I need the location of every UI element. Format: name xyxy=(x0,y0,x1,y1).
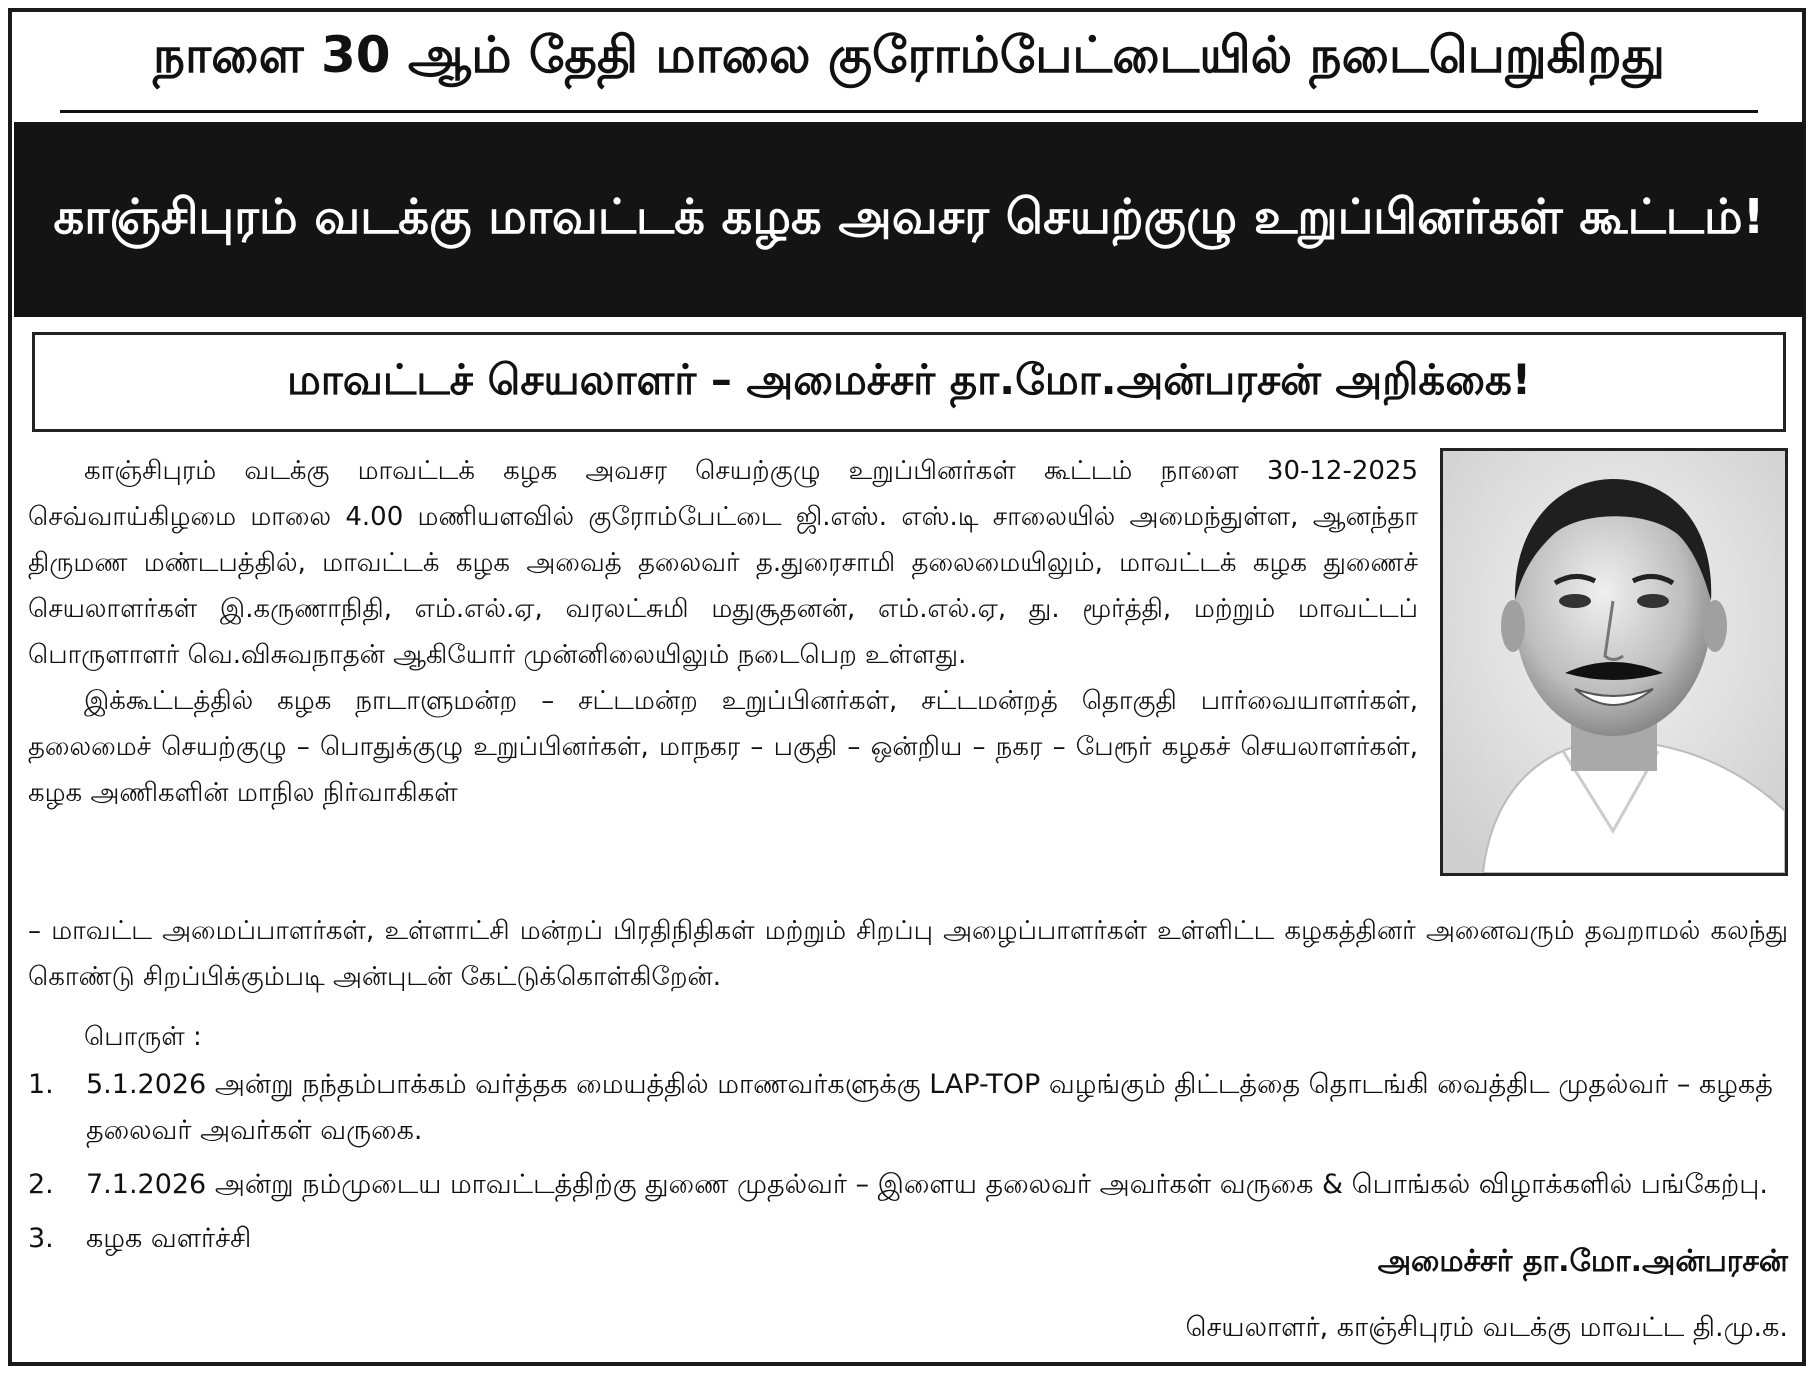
main-banner-text: காஞ்சிபுரம் வடக்கு மாவட்டக் கழக அவசர செயற்குழு உறுப்பினர்கள் கூட்டம்! xyxy=(53,188,1765,245)
paragraph-2: இக்கூட்டத்தில் கழக நாடாளுமன்ற – சட்டமன்ற உறுப்பினர்கள், சட்டமன்றத் தொகுதி பார்வையாளர்கள், தலைமைச் செயற்குழு – பொதுக்குழு உறுப்பினர்கள், மாநகர – பகுதி – ஒன்றிய – நகர – பேரூர் கழகச் செயலாளர்கள், கழக அணிகளின் மாநில நிர்வாகிகள் xyxy=(28,686,1418,808)
sub-banner xyxy=(32,332,1786,432)
agenda-number: 3. xyxy=(28,1223,54,1254)
body-text-continued xyxy=(28,908,1788,1000)
agenda-item xyxy=(28,1062,1788,1154)
sub-banner-text: மாவட்டச் செயலாளர் – அமைச்சர் தா.மோ.அன்பரசன் அறிக்கை! xyxy=(287,354,1531,404)
portrait-illustration xyxy=(1443,451,1785,873)
agenda-text: 7.1.2026 அன்று நம்முடைய மாவட்டத்திற்கு துணை முதல்வர் – இளைய தலைவர் அவர்கள் வருகை & பொங்கல் விழாக்களில் பங்கேற்பு. xyxy=(86,1169,1768,1200)
portrait-photo xyxy=(1440,448,1788,876)
main-banner xyxy=(14,122,1804,317)
subject-label: பொருள் : xyxy=(84,1022,202,1052)
headline-underline xyxy=(60,110,1758,113)
body-text xyxy=(28,448,1418,816)
agenda-number: 1. xyxy=(28,1069,54,1100)
signature-title: செயலாளர், காஞ்சிபுரம் வடக்கு மாவட்ட தி.மு.க. xyxy=(1185,1312,1788,1343)
agenda-text: கழக வளர்ச்சி xyxy=(86,1223,252,1254)
agenda-list xyxy=(28,1062,1788,1270)
agenda-text: 5.1.2026 அன்று நந்தம்பாக்கம் வர்த்தக மையத்தில் மாணவர்களுக்கு LAP-TOP வழங்கும் திட்டத்தை தொடங்கி வைத்திட முதல்வர் – கழகத் தலைவர் அவர்கள் வருகை. xyxy=(86,1069,1773,1146)
paragraph-1: காஞ்சிபுரம் வடக்கு மாவட்டக் கழக அவசர செயற்குழு உறுப்பினர்கள் கூட்டம் நாளை 30-12-2025 செவ்வாய்கிழமை மாலை 4.00 மணியளவில் குரோம்பேட்டை ஜி.எஸ். எஸ்.டி சாலையில் அமைந்துள்ள, ஆனந்தா திருமண மண்டபத்தில், மாவட்டக் கழக அவைத் தலைவர் த.துரைசாமி தலைமையிலும், மாவட்டக் கழக துணைச் செயலாளர்கள் இ.கருணாநிதி, எம்.எல்.ஏ, வரலட்சுமி மதுசூதனன், எம்.எல்.ஏ, து. மூர்த்தி, மற்றும் மாவட்டப் பொருளாளர் வெ.விசுவநாதன் ஆகியோர் முன்னிலையிலும் நடைபெற உள்ளது. xyxy=(28,456,1418,670)
paragraph-2-continued: – மாவட்ட அமைப்பாளர்கள், உள்ளாட்சி மன்றப் பிரதிநிதிகள் மற்றும் சிறப்பு அழைப்பாளர்கள் உள்ளிட்ட கழகத்தினர் அனைவரும் தவறாமல் கலந்து கொண்டு சிறப்பிக்கும்படி அன்புடன் கேட்டுக்கொள்கிறேன். xyxy=(28,916,1788,992)
agenda-item xyxy=(28,1162,1788,1208)
signature-name: அமைச்சர் தா.மோ.அன்பரசன் xyxy=(1377,1244,1788,1279)
top-headline: நாளை 30 ஆம் தேதி மாலை குரோம்பேட்டையில் நடைபெறுகிறது xyxy=(152,26,1666,84)
agenda-number: 2. xyxy=(28,1169,54,1200)
